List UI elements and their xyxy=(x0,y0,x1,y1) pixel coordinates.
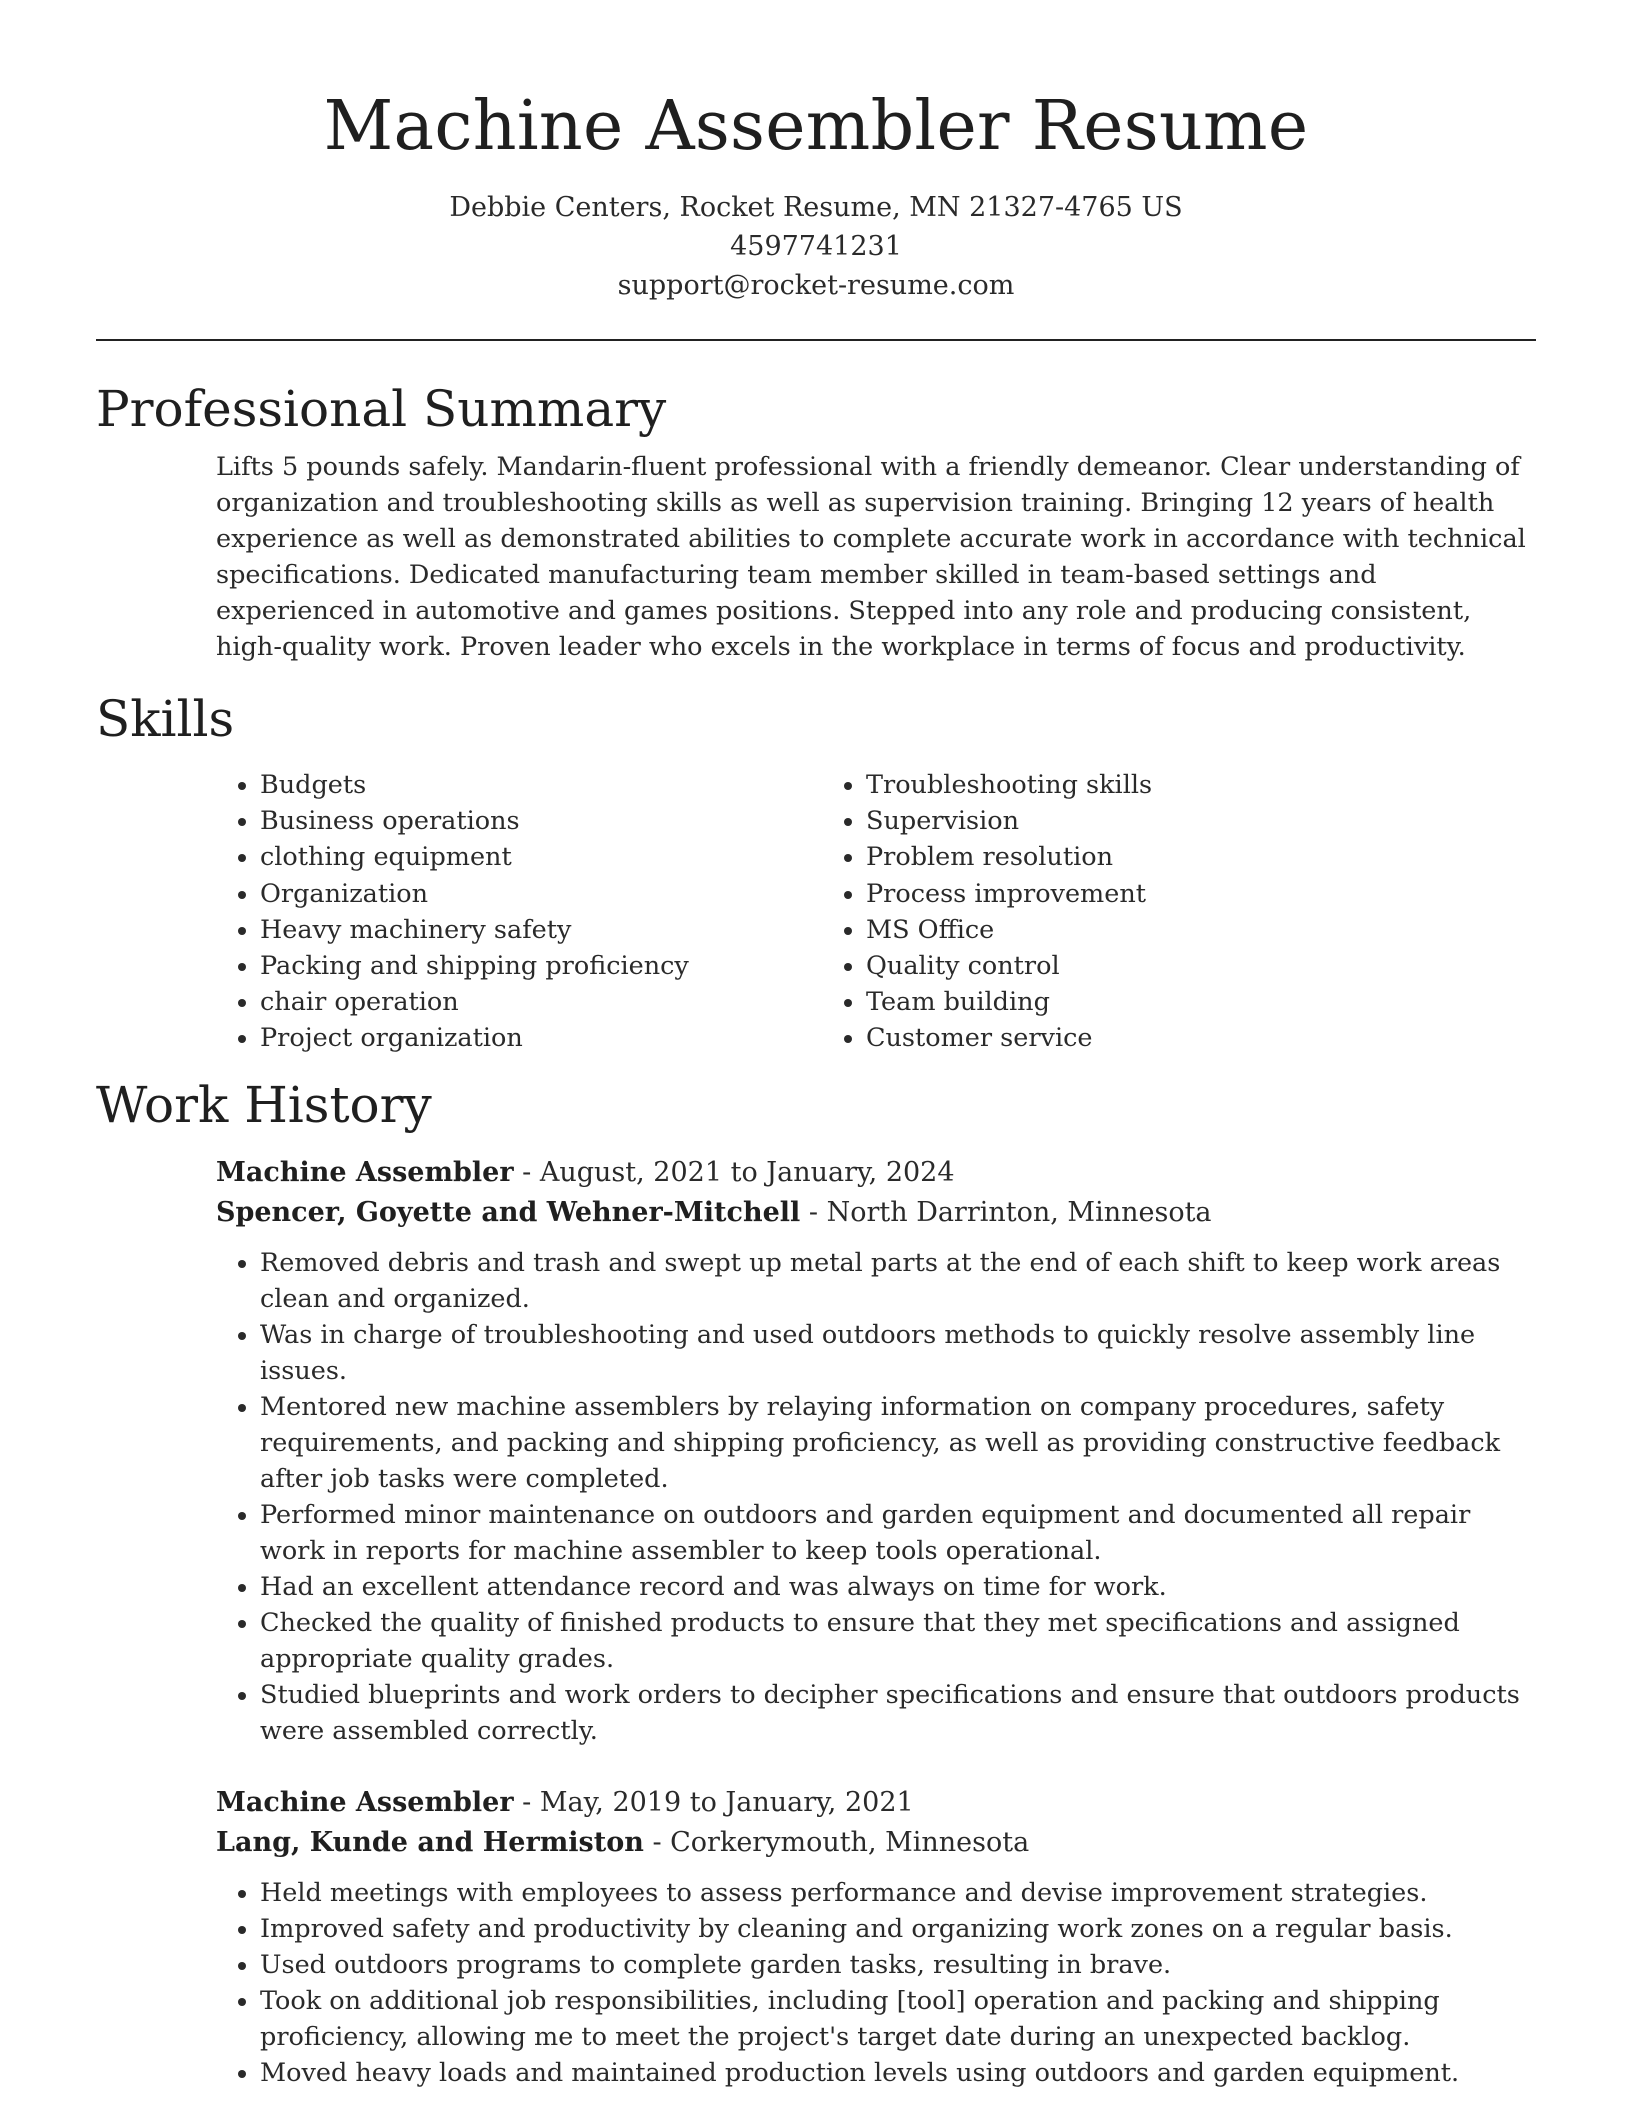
job-company-line xyxy=(216,1193,1536,1233)
skill-item: • Customer service xyxy=(866,1020,1428,1056)
job-dates: - May, 2019 to January, 2021 xyxy=(522,1786,914,1818)
job-duty: • Took on additional job responsibilities, including [tool] operation and packing and shipping proficiency, allowing me to meet the project's target date during an unexpected backlog. xyxy=(260,1983,1536,2055)
summary-heading: Professional Summary xyxy=(96,380,667,438)
professional-summary-section xyxy=(96,379,1536,665)
contact-email: support@rocket-resume.com xyxy=(617,270,1015,301)
skill-item: • MS Office xyxy=(866,912,1428,948)
skills-grid xyxy=(216,767,1536,1057)
job-entry xyxy=(216,1783,1536,2091)
resume-title: Machine Assembler Resume xyxy=(323,87,1309,166)
job-duty: • Mentored new machine assemblers by relaying information on company procedures, safety requirements, and packing and shipping proficiency, as well as providing constructive feedback after job tasks were completed. xyxy=(260,1389,1536,1497)
skill-item: • Organization xyxy=(260,876,822,912)
skill-item: • chair operation xyxy=(260,984,822,1020)
skill-item: • Supervision xyxy=(866,803,1428,839)
summary-text: Lifts 5 pounds safely. Mandarin-fluent professional with a friendly demeanor. Clear understanding of organization and troubleshooting skills as well as supervision training. Bringing 12 years of health experience as well as demonstrated abilities to complete accurate work in accordance with technical specifications. Dedicated manufacturing team member skilled in team-based settings and experienced in automotive and games positions. Stepped into any role and producing consistent, high-quality work. Proven leader who excels in the workplace in terms of focus and productivity. xyxy=(216,452,1526,662)
job-duty: • Held meetings with employees to assess performance and devise improvement strategies. xyxy=(260,1875,1536,1911)
job-location: - Corkerymouth, Minnesota xyxy=(652,1826,1030,1858)
skill-item: • Process improvement xyxy=(866,876,1428,912)
skills-list-left xyxy=(216,767,822,1057)
skill-item: • Budgets xyxy=(260,767,822,803)
job-duty: • Improved safety and productivity by cleaning and organizing work zones on a regular basis. xyxy=(260,1911,1536,1947)
skill-item: • Quality control xyxy=(866,948,1428,984)
skill-item: • Business operations xyxy=(260,803,822,839)
skill-item: • Troubleshooting skills xyxy=(866,767,1428,803)
job-company-line xyxy=(216,1823,1536,1863)
skill-item: • Team building xyxy=(866,984,1428,1020)
job-title-line xyxy=(216,1783,1536,1823)
header-divider xyxy=(96,339,1536,341)
contact-phone: 4597741231 xyxy=(730,231,902,262)
skills-list-right xyxy=(822,767,1428,1057)
job-duties-list xyxy=(216,1245,1536,1749)
job-location: - North Darrinton, Minnesota xyxy=(808,1196,1212,1228)
job-duty: • Studied blueprints and work orders to decipher specifications and ensure that outdoors products were assembled correctly. xyxy=(260,1677,1536,1749)
skill-item: • Problem resolution xyxy=(866,839,1428,875)
job-company: Spencer, Goyette and Wehner-Mitchell xyxy=(216,1196,801,1228)
job-entry xyxy=(216,1153,1536,1749)
job-duty: • Removed debris and trash and swept up metal parts at the end of each shift to keep work areas clean and organized. xyxy=(260,1245,1536,1317)
job-dates: - August, 2021 to January, 2024 xyxy=(522,1156,955,1188)
skills-section xyxy=(96,689,1536,1057)
work-history-heading: Work History xyxy=(96,1075,432,1134)
resume-header xyxy=(96,0,1536,305)
job-duty: • Moved heavy loads and maintained production levels using outdoors and garden equipment. xyxy=(260,2055,1536,2091)
job-company: Lang, Kunde and Hermiston xyxy=(216,1826,644,1858)
skill-item: • Heavy machinery safety xyxy=(260,912,822,948)
work-history-section xyxy=(96,1075,1536,2091)
skill-item: • clothing equipment xyxy=(260,839,822,875)
job-duty: • Performed minor maintenance on outdoors and garden equipment and documented all repair work in reports for machine assembler to keep tools operational. xyxy=(260,1497,1536,1569)
skill-item: • Packing and shipping proficiency xyxy=(260,948,822,984)
contact-info xyxy=(96,188,1536,305)
skills-heading: Skills xyxy=(96,690,235,748)
job-duties-list xyxy=(216,1875,1536,2091)
job-duty: • Used outdoors programs to complete garden tasks, resulting in brave. xyxy=(260,1947,1536,1983)
job-title: Machine Assembler xyxy=(216,1156,514,1188)
job-duty: • Checked the quality of finished products to ensure that they met specifications and assigned appropriate quality grades. xyxy=(260,1605,1536,1677)
job-title: Machine Assembler xyxy=(216,1786,514,1818)
contact-address: Debbie Centers, Rocket Resume, MN 21327-4765 US xyxy=(449,192,1183,223)
job-title-line xyxy=(216,1153,1536,1193)
job-duty: • Had an excellent attendance record and was always on time for work. xyxy=(260,1569,1536,1605)
skill-item: • Project organization xyxy=(260,1020,822,1056)
job-duty: • Was in charge of troubleshooting and used outdoors methods to quickly resolve assembly line issues. xyxy=(260,1317,1536,1389)
